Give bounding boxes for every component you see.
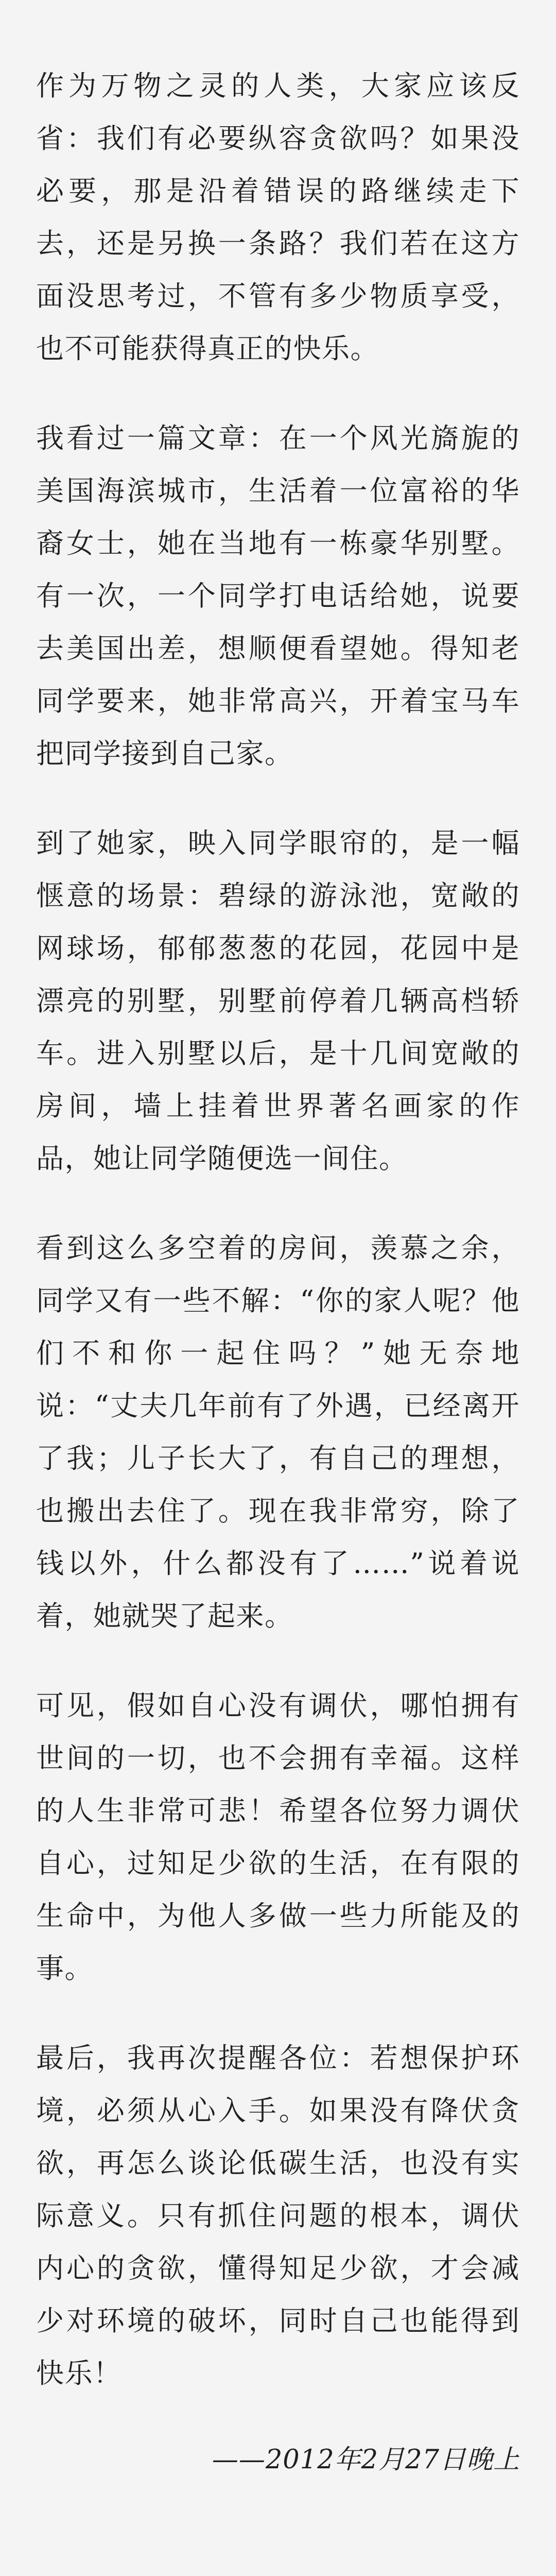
paragraph-6: 最后，我再次提醒各位：若想保护环境，必须从心入手。如果没有降伏贪欲，再怎么谈论低碳生活，也没有实际意义。只有抓住问题的根本，调伏内心的贪欲，懂得知足少欲，才会减少对环境的破坏，同时自己也能得到快乐！: [36, 2042, 520, 2389]
paragraph-3: 到了她家，映入同学眼帘的，是一幅惬意的场景：碧绿的游泳池，宽敞的网球场，郁郁葱葱的花园，花园中是漂亮的别墅，别墅前停着几辆高档轿车。进入别墅以后，是十几间宽敞的房间，墙上挂着世界著名画家的作品，她让同学随便选一间住。: [36, 827, 520, 1175]
paragraph-1: 作为万物之灵的人类，大家应该反省：我们有必要纵容贪欲吗？如果没必要，那是沿着错误的路继续走下去，还是另换一条路？我们若在这方面没思考过，不管有多少物质享受，也不可能获得真正的快乐。: [36, 70, 520, 365]
paragraph-4: 看到这么多空着的房间，羡慕之余，同学又有一些不解：“你的家人呢？他们不和你一起住吗？”她无奈地说：“丈夫几年前有了外遇，已经离开了我；儿子长大了，有自己的理想，也搬出去住了。现在我非常穷，除了钱以外，什么都没有了……”说着说着，她就哭了起来。: [36, 1232, 520, 1632]
paragraph-2: 我看过一篇文章：在一个风光旖旎的美国海滨城市，生活着一位富裕的华裔女士，她在当地有一栋豪华别墅。有一次，一个同学打电话给她，说要去美国出差，想顺便看望她。得知老同学要来，她非常高兴，开着宝马车把同学接到自己家。: [36, 422, 520, 770]
article-body: [36, 60, 520, 2483]
date-signature: ——2012年2月27日晚上: [212, 2445, 520, 2475]
paragraph-5: 可见，假如自心没有调伏，哪怕拥有世间的一切，也不会拥有幸福。这样的人生非常可悲！希望各位努力调伏自心，过知足少欲的生活，在有限的生命中，为他人多做一些力所能及的事。: [36, 1689, 520, 1985]
